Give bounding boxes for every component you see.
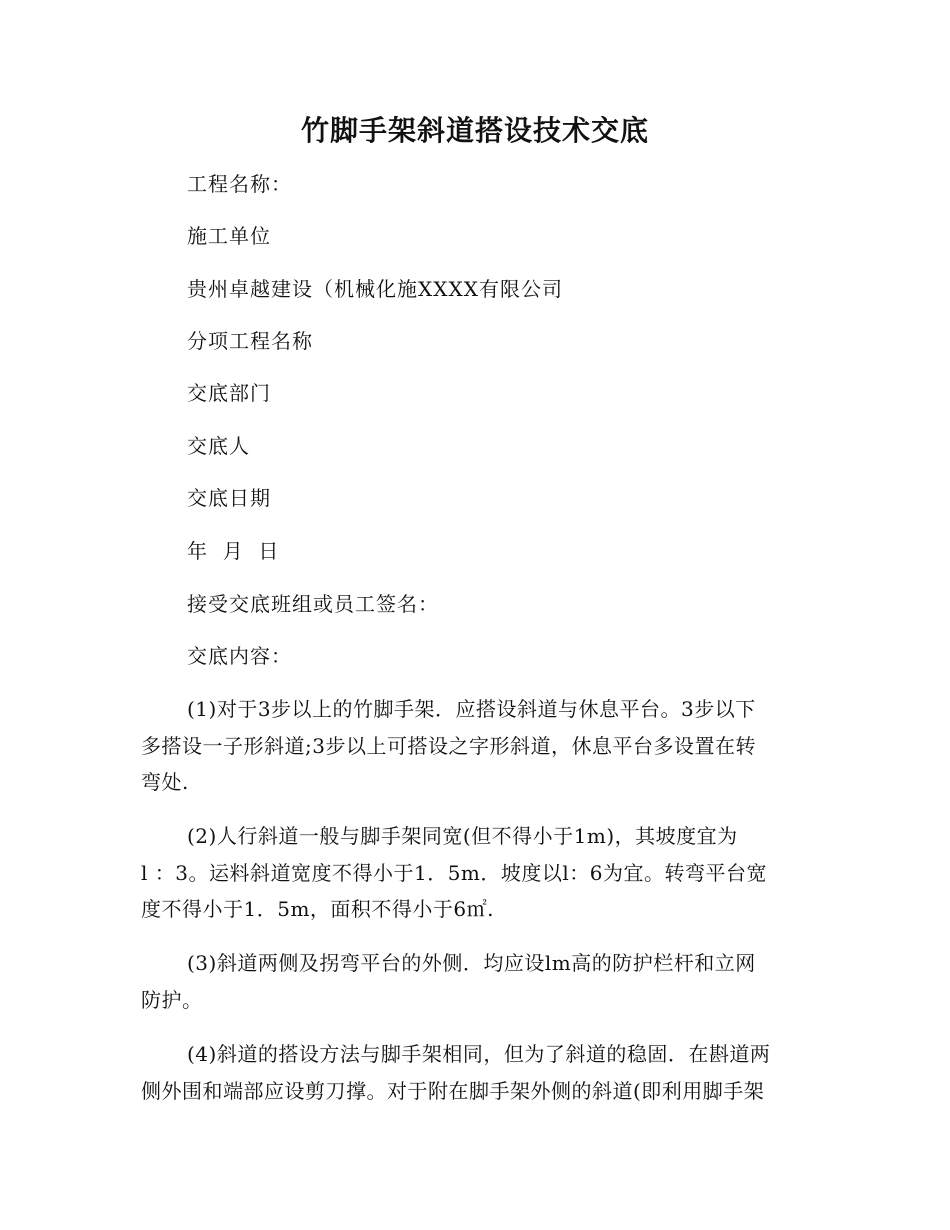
paragraph-line: (3)斜道两侧及拐弯平台的外侧．均应设lm高的防护栏杆和立网 bbox=[187, 951, 756, 975]
document-title: 竹脚手架斜道搭设技术交底 bbox=[300, 114, 649, 147]
paragraph-line: 多搭设一子形斜道;3步以上可搭设之字形斜道，休息平台多设置在转 bbox=[141, 733, 756, 758]
company-name-field: 贵州卓越建设（机械化施XXXX有限公司 bbox=[187, 277, 563, 301]
paragraph-4 bbox=[141, 1036, 811, 1109]
disclosure-department-field: 交底部门 bbox=[187, 381, 271, 405]
project-name-field: 工程名称： bbox=[187, 172, 292, 196]
disclosure-date-field: 交底日期 bbox=[187, 486, 271, 510]
paragraph-line: 防护。 bbox=[141, 987, 203, 1012]
paragraph-1 bbox=[141, 691, 811, 801]
paragraph-3 bbox=[141, 945, 811, 1018]
paragraph-2 bbox=[141, 818, 811, 928]
paragraph-line: 侧外围和端部应设剪刀撑。对于附在脚手架外侧的斜道(即利用脚手架 bbox=[141, 1078, 765, 1103]
paragraph-line: (4)斜道的搭设方法与脚手架相同，但为了斜道的稳固．在斟道两 bbox=[187, 1042, 771, 1066]
paragraph-line: 弯处. bbox=[141, 770, 189, 794]
paragraph-line: l ：3。运料斜道宽度不得小于1．5m．坡度以l：6为宜。转弯平台宽 bbox=[141, 860, 768, 885]
disclosure-content-field: 交底内容： bbox=[187, 644, 292, 668]
signature-field: 接受交底班组或员工签名： bbox=[187, 592, 439, 616]
disclosure-person-field: 交底人 bbox=[187, 434, 250, 458]
paragraph-line: (1)对于3步以上的竹脚手架．应搭设斜道与休息平台。3步以下 bbox=[187, 697, 756, 721]
paragraph-line: 度不得小于1．5m，面积不得小于6㎡. bbox=[141, 897, 494, 921]
construction-unit-field: 施工单位 bbox=[187, 224, 271, 248]
date-placeholder-field: 年 月 日 bbox=[187, 539, 280, 563]
sub-project-name-field: 分项工程名称 bbox=[187, 329, 313, 353]
paragraph-line: (2)人行斜道一般与脚手架同宽(但不得小于1m)，其坡度宜为 bbox=[187, 824, 738, 848]
